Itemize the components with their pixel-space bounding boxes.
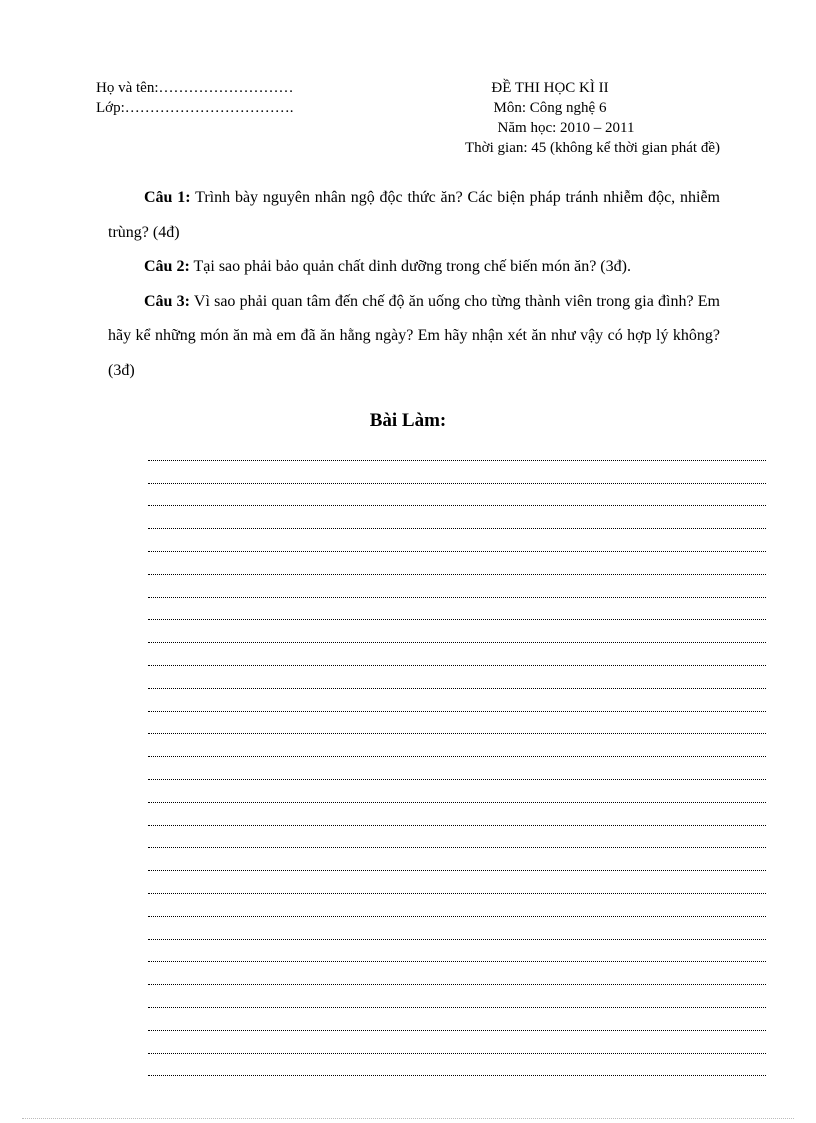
answer-line: [148, 848, 766, 871]
question-list: [108, 181, 720, 388]
answer-line: [148, 484, 766, 507]
answer-line: [148, 506, 766, 529]
answer-line: [148, 598, 766, 621]
question-1: [108, 181, 720, 250]
question-3-label: Câu 3:: [144, 292, 190, 310]
answer-line: [148, 826, 766, 849]
answer-line: [148, 894, 766, 917]
answer-line: [148, 689, 766, 712]
exam-year: Năm học: 2010 – 2011: [497, 120, 635, 136]
answer-lines: [148, 438, 766, 1076]
answer-line: [148, 1008, 766, 1031]
question-3: [108, 285, 720, 389]
student-info: [96, 78, 294, 118]
answer-line: [148, 940, 766, 963]
question-2-text: Tại sao phải bảo quản chất dinh dưỡng trong chế biến món ăn? (3đ).: [189, 258, 631, 275]
exam-title: ĐỀ THI HỌC KÌ II: [491, 80, 609, 96]
question-2: [108, 250, 720, 285]
answer-line: [148, 552, 766, 575]
exam-info: [380, 78, 720, 158]
answer-line: [148, 712, 766, 735]
question-1-text: Trình bày nguyên nhân ngộ độc thức ăn? Các biện pháp tránh nhiễm độc, nhiễm trùng? (4đ): [108, 189, 720, 241]
exam-time: Thời gian: 45 (không kể thời gian phát đề): [465, 140, 720, 156]
answer-line: [148, 871, 766, 894]
answer-line: [148, 461, 766, 484]
question-3-text: Vì sao phải quan tâm đến chế độ ăn uống cho từng thành viên trong gia đình? Em hãy kể những món ăn mà em đã ăn hằng ngày? Em hãy nhận xét ăn như vậy có hợp lý không?(3đ): [108, 292, 721, 379]
answer-line: [148, 780, 766, 803]
answer-line: [148, 1054, 766, 1077]
answer-line: [148, 620, 766, 643]
exam-subject: Môn: Công nghệ 6: [493, 100, 607, 116]
answer-line: [148, 757, 766, 780]
answer-line: [148, 438, 766, 461]
class-line: Lớp:…………………………….: [96, 100, 294, 116]
answer-line: [148, 666, 766, 689]
answer-line: [148, 529, 766, 552]
question-1-label: Câu 1:: [144, 189, 191, 206]
answer-line: [148, 985, 766, 1008]
name-line: Họ và tên:………………………: [96, 80, 294, 96]
answer-line: [148, 734, 766, 757]
question-2-label: Câu 2:: [144, 258, 190, 275]
answer-line: [148, 1031, 766, 1054]
page-bottom-divider: [22, 1118, 794, 1119]
answer-line: [148, 962, 766, 985]
answer-line: [148, 803, 766, 826]
answer-line: [148, 643, 766, 666]
answer-line: [148, 917, 766, 940]
answer-line: [148, 575, 766, 598]
answer-heading: Bài Làm:: [369, 410, 447, 431]
